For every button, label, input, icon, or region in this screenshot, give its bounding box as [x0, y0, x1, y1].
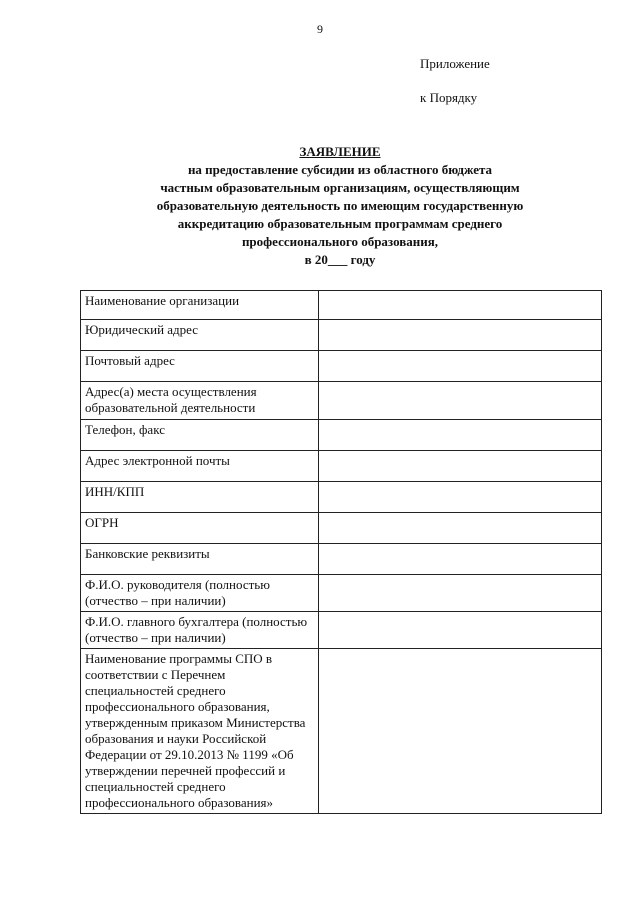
field-label: Почтовый адрес [81, 351, 319, 382]
table-row [81, 544, 602, 575]
field-value[interactable] [319, 575, 602, 612]
field-value[interactable] [319, 482, 602, 513]
table-row [81, 513, 602, 544]
document-title [60, 143, 620, 269]
field-value[interactable] [319, 420, 602, 451]
title-line: на предоставление субсидии из областного бюджета [187, 162, 493, 177]
title-line: профессионального образования, [241, 234, 439, 249]
table-row [81, 420, 602, 451]
field-label: Ф.И.О. главного бухгалтера (полностью (отчество – при наличии) [81, 612, 319, 649]
field-value[interactable] [319, 451, 602, 482]
table-row [81, 649, 602, 814]
appendix-label: Приложение [420, 56, 490, 71]
title-line: частным образовательным организациям, осуществляющим [160, 180, 520, 195]
field-label: ОГРН [81, 513, 319, 544]
field-label: Банковские реквизиты [81, 544, 319, 575]
field-value[interactable] [319, 612, 602, 649]
table-row [81, 382, 602, 420]
title-main: ЗАЯВЛЕНИЕ [299, 144, 381, 159]
field-value[interactable] [319, 351, 602, 382]
field-label: Адрес электронной почты [81, 451, 319, 482]
field-label: Наименование организации [81, 291, 319, 320]
table-row [81, 351, 602, 382]
field-value[interactable] [319, 382, 602, 420]
field-label: Ф.И.О. руководителя (полностью (отчество – при наличии) [81, 575, 319, 612]
table-row [81, 291, 602, 320]
table-row [81, 575, 602, 612]
field-label: Юридический адрес [81, 320, 319, 351]
table-row [81, 320, 602, 351]
field-label: Телефон, факс [81, 420, 319, 451]
application-form-table [80, 290, 602, 814]
table-row [81, 612, 602, 649]
field-value[interactable] [319, 320, 602, 351]
title-line: в 20___ году [304, 252, 376, 267]
table-row [81, 451, 602, 482]
page-number: 9 [317, 22, 323, 36]
title-line: образовательную деятельность по имеющим государственную [156, 198, 524, 213]
field-label: ИНН/КПП [81, 482, 319, 513]
appendix-reference: к Порядку [420, 90, 478, 105]
field-value[interactable] [319, 544, 602, 575]
field-label: Адрес(а) места осуществления образовательной деятельности [81, 382, 319, 420]
table-row [81, 482, 602, 513]
field-value[interactable] [319, 649, 602, 814]
title-line: аккредитацию образовательным программам среднего [177, 216, 503, 231]
field-value[interactable] [319, 513, 602, 544]
field-label: Наименование программы СПО в соответствии с Перечнем специальностей среднего профессионального образования, утвержденным приказом Министерства образования и науки Российской Федерации от 29.10.2013 № 1199 «Об утверждении перечней профессий и специальностей среднего профессионального образования» [81, 649, 319, 814]
field-value[interactable] [319, 291, 602, 320]
